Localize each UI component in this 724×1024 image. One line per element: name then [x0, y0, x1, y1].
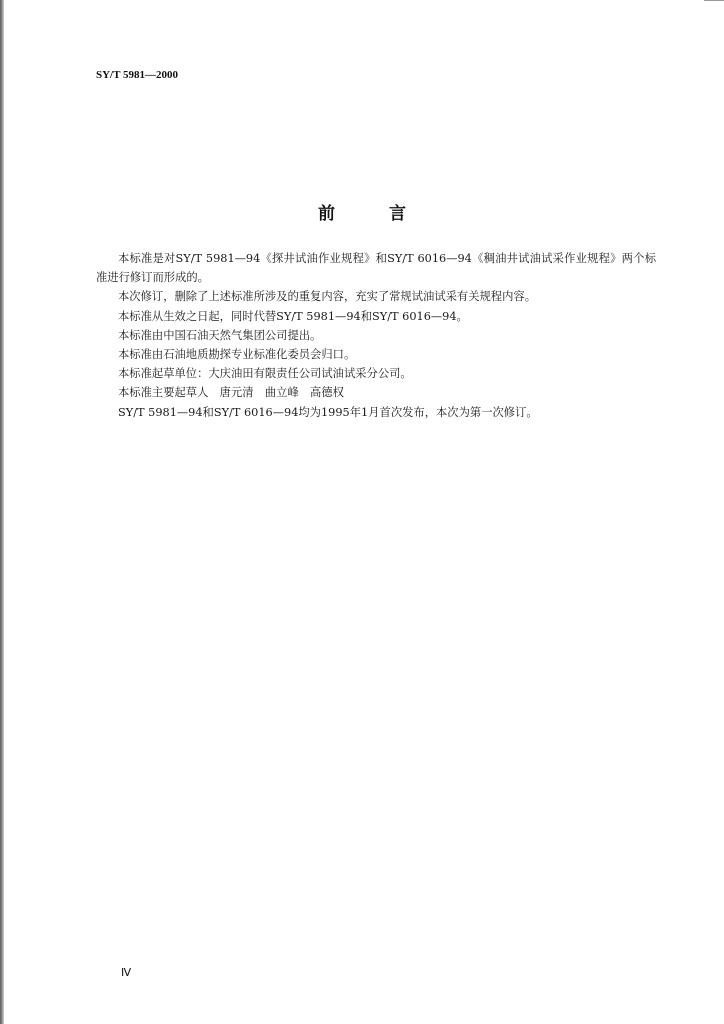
paragraph: 本标准是对SY/T 5981—94《探井试油作业规程》和SY/T 6016—94《稠油井试油试采作业规程》两个标准进行修订而形成的。: [96, 252, 656, 285]
paragraph: 本标准由石油地质勘探专业标准化委员会归口。: [118, 348, 356, 362]
scan-edge-top-right: [704, 0, 724, 1]
paragraph: SY/T 5981—94和SY/T 6016—94均为1995年1月首次发布，本次为第一次修订。: [118, 405, 538, 419]
paragraph: 本标准从生效之日起，同时代替SY/T 5981—94和SY/T 6016—94。: [118, 309, 468, 323]
paragraph: 本标准由中国石油天然气集团公司提出。: [118, 328, 322, 342]
page-number: Ⅳ: [121, 967, 132, 979]
page-title: 前 言: [318, 204, 430, 224]
foreword-body: [96, 249, 656, 422]
standard-code-header: SY/T 5981—2000: [96, 69, 179, 81]
paragraph: 本次修订，删除了上述标准所涉及的重复内容，充实了常规试油试采有关规程内容。: [118, 290, 536, 304]
scan-edge-left: [0, 0, 4, 1024]
paragraph: 本标准主要起草人 唐元清 曲立峰 高德权: [118, 386, 344, 400]
paragraph: 本标准起草单位：大庆油田有限责任公司试油试采分公司。: [118, 367, 412, 381]
